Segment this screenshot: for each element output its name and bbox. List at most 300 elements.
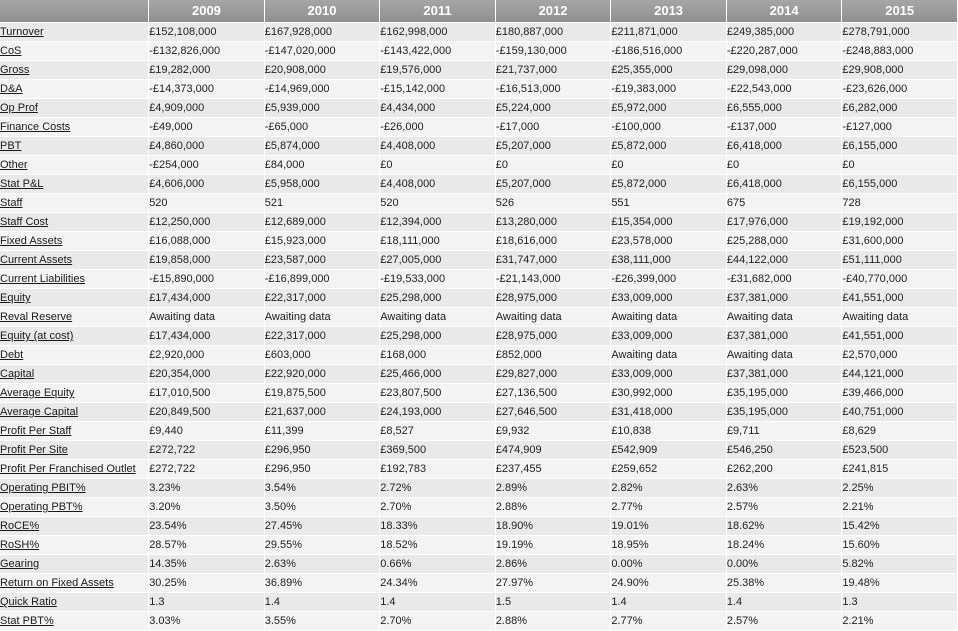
table-cell: 24.34%	[380, 574, 496, 593]
row-label[interactable]	[0, 270, 149, 289]
table-cell: 526	[495, 194, 611, 213]
row-label-link[interactable]: Return on Fixed Assets	[0, 577, 114, 589]
table-cell: £28,975,000	[495, 289, 611, 308]
row-label[interactable]	[0, 308, 149, 327]
table-row	[0, 80, 958, 99]
table-row	[0, 555, 958, 574]
table-cell: Awaiting data	[726, 346, 842, 365]
table-cell: £4,606,000	[149, 175, 265, 194]
row-label-link[interactable]: Operating PBT%	[0, 501, 83, 513]
row-label[interactable]	[0, 175, 149, 194]
row-label-link[interactable]: Staff Cost	[0, 216, 49, 228]
table-cell: £296,950	[264, 460, 380, 479]
table-cell: -£65,000	[264, 118, 380, 137]
table-cell: 2.57%	[726, 498, 842, 517]
table-cell: 23.54%	[149, 517, 265, 536]
row-label-link[interactable]: Debt	[0, 349, 24, 361]
table-row	[0, 517, 958, 536]
table-cell: £20,354,000	[149, 365, 265, 384]
table-cell: -£26,000	[380, 118, 496, 137]
table-cell: £237,455	[495, 460, 611, 479]
table-row	[0, 460, 958, 479]
table-row	[0, 308, 958, 327]
table-cell: £5,874,000	[264, 137, 380, 156]
column-header-2014: 2014	[726, 0, 842, 23]
row-label[interactable]	[0, 384, 149, 403]
table-cell: -£15,890,000	[149, 270, 265, 289]
table-cell: £31,600,000	[842, 232, 958, 251]
table-cell: £6,555,000	[726, 99, 842, 118]
table-cell: £17,010,500	[149, 384, 265, 403]
table-cell: Awaiting data	[611, 308, 727, 327]
table-body	[0, 23, 958, 631]
table-cell: 2.77%	[611, 498, 727, 517]
table-cell: £31,747,000	[495, 251, 611, 270]
table-cell: £2,570,000	[842, 346, 958, 365]
table-cell: £20,849,500	[149, 403, 265, 422]
table-row	[0, 441, 958, 460]
table-cell: 1.5	[495, 593, 611, 612]
table-cell: 2.88%	[495, 498, 611, 517]
table-cell: 18.90%	[495, 517, 611, 536]
table-cell: £19,282,000	[149, 61, 265, 80]
table-cell: £22,920,000	[264, 365, 380, 384]
table-cell: Awaiting data	[726, 308, 842, 327]
table-cell: 1.4	[726, 593, 842, 612]
table-cell: 1.3	[149, 593, 265, 612]
table-cell: £35,195,000	[726, 403, 842, 422]
table-cell: £272,722	[149, 441, 265, 460]
table-row	[0, 42, 958, 61]
table-cell: 15.60%	[842, 536, 958, 555]
table-row	[0, 403, 958, 422]
table-cell: 27.45%	[264, 517, 380, 536]
table-cell: Awaiting data	[380, 308, 496, 327]
table-cell: £41,551,000	[842, 289, 958, 308]
table-row	[0, 593, 958, 612]
table-cell: £259,652	[611, 460, 727, 479]
table-row	[0, 270, 958, 289]
table-cell: £4,860,000	[149, 137, 265, 156]
row-label-link[interactable]: CoS	[0, 45, 22, 57]
table-cell: £546,250	[726, 441, 842, 460]
table-cell: 5.82%	[842, 555, 958, 574]
table-cell: 520	[149, 194, 265, 213]
row-label-link[interactable]: Stat P&L	[0, 178, 44, 190]
row-label[interactable]	[0, 422, 149, 441]
table-cell: £22,317,000	[264, 289, 380, 308]
row-label-link[interactable]: Average Capital	[0, 406, 79, 418]
table-cell: £211,871,000	[611, 23, 727, 42]
table-cell: Awaiting data	[611, 346, 727, 365]
table-row	[0, 612, 958, 631]
row-label[interactable]	[0, 517, 149, 536]
table-cell: 24.90%	[611, 574, 727, 593]
table-cell: 3.20%	[149, 498, 265, 517]
row-label-link[interactable]: Fixed Assets	[0, 235, 63, 247]
table-row	[0, 213, 958, 232]
row-label[interactable]	[0, 327, 149, 346]
table-cell: -£19,383,000	[611, 80, 727, 99]
header-row	[0, 0, 958, 23]
row-label[interactable]	[0, 213, 149, 232]
table-cell: 3.03%	[149, 612, 265, 631]
table-cell: 0.66%	[380, 555, 496, 574]
table-cell: 3.50%	[264, 498, 380, 517]
row-label-link[interactable]: Profit Per Staff	[0, 425, 72, 437]
table-cell: 2.88%	[495, 612, 611, 631]
table-cell: -£26,399,000	[611, 270, 727, 289]
row-label[interactable]	[0, 403, 149, 422]
table-cell: £17,434,000	[149, 289, 265, 308]
table-row	[0, 422, 958, 441]
table-cell: £5,872,000	[611, 175, 727, 194]
table-cell: £23,807,500	[380, 384, 496, 403]
table-cell: 2.57%	[726, 612, 842, 631]
table-cell: -£40,770,000	[842, 270, 958, 289]
table-cell: 2.82%	[611, 479, 727, 498]
table-cell: £40,751,000	[842, 403, 958, 422]
table-cell: £25,298,000	[380, 289, 496, 308]
table-cell: -£248,883,000	[842, 42, 958, 61]
row-label-link[interactable]: Quick Ratio	[0, 596, 57, 608]
table-cell: -£147,020,000	[264, 42, 380, 61]
table-cell: £296,950	[264, 441, 380, 460]
table-row	[0, 194, 958, 213]
column-header-2015: 2015	[842, 0, 958, 23]
table-cell: £33,009,000	[611, 289, 727, 308]
row-label-link[interactable]: Capital	[0, 368, 35, 380]
table-cell: 18.24%	[726, 536, 842, 555]
row-label[interactable]	[0, 346, 149, 365]
table-cell: 3.23%	[149, 479, 265, 498]
table-row	[0, 99, 958, 118]
table-cell: 15.42%	[842, 517, 958, 536]
row-label-link[interactable]: PBT	[0, 140, 22, 152]
table-row	[0, 289, 958, 308]
table-cell: -£21,143,000	[495, 270, 611, 289]
table-cell: £6,418,000	[726, 175, 842, 194]
table-cell: 25.38%	[726, 574, 842, 593]
table-cell: -£15,142,000	[380, 80, 496, 99]
table-row	[0, 232, 958, 251]
table-cell: 28.57%	[149, 536, 265, 555]
table-row	[0, 479, 958, 498]
table-cell: £51,111,000	[842, 251, 958, 270]
table-cell: 675	[726, 194, 842, 213]
table-cell: £19,875,500	[264, 384, 380, 403]
table-cell: £5,224,000	[495, 99, 611, 118]
table-cell: £20,908,000	[264, 61, 380, 80]
table-cell: 2.89%	[495, 479, 611, 498]
table-cell: £17,434,000	[149, 327, 265, 346]
row-label-link[interactable]: Current Liabilities	[0, 273, 85, 285]
table-row	[0, 251, 958, 270]
row-label[interactable]	[0, 574, 149, 593]
row-label[interactable]	[0, 118, 149, 137]
column-header-2010: 2010	[264, 0, 380, 23]
table-header	[0, 0, 958, 23]
table-cell: £18,111,000	[380, 232, 496, 251]
row-label[interactable]	[0, 156, 149, 175]
table-cell: £23,587,000	[264, 251, 380, 270]
table-row	[0, 118, 958, 137]
table-cell: £16,088,000	[149, 232, 265, 251]
table-cell: £38,111,000	[611, 251, 727, 270]
table-cell: -£16,899,000	[264, 270, 380, 289]
table-cell: £21,737,000	[495, 61, 611, 80]
table-cell: £4,408,000	[380, 137, 496, 156]
row-label-link[interactable]: Operating PBIT%	[0, 482, 86, 494]
table-cell: £27,136,500	[495, 384, 611, 403]
table-cell: -£254,000	[149, 156, 265, 175]
table-cell: £21,637,000	[264, 403, 380, 422]
table-cell: 19.48%	[842, 574, 958, 593]
table-cell: -£16,513,000	[495, 80, 611, 99]
table-cell: £33,009,000	[611, 365, 727, 384]
table-cell: £84,000	[264, 156, 380, 175]
row-label-link[interactable]: Stat PBT%	[0, 615, 54, 627]
table-cell: £272,722	[149, 460, 265, 479]
table-row	[0, 384, 958, 403]
table-cell: £19,576,000	[380, 61, 496, 80]
table-row	[0, 498, 958, 517]
table-cell: £39,466,000	[842, 384, 958, 403]
row-label-link[interactable]: Reval Reserve	[0, 311, 73, 323]
row-label-link[interactable]: Staff	[0, 197, 23, 209]
row-label[interactable]	[0, 365, 149, 384]
row-label-link[interactable]: Current Assets	[0, 254, 73, 266]
table-cell: £0	[611, 156, 727, 175]
table-cell: £37,381,000	[726, 289, 842, 308]
row-label[interactable]	[0, 460, 149, 479]
table-cell: £0	[842, 156, 958, 175]
table-cell: £27,646,500	[495, 403, 611, 422]
row-label-link[interactable]: Gearing	[0, 558, 40, 570]
table-cell: Awaiting data	[842, 308, 958, 327]
table-cell: £4,408,000	[380, 175, 496, 194]
row-label-link[interactable]: Gross	[0, 64, 30, 76]
table-cell: £24,193,000	[380, 403, 496, 422]
table-row	[0, 346, 958, 365]
table-cell: 2.21%	[842, 612, 958, 631]
table-cell: 1.4	[611, 593, 727, 612]
table-cell: £12,250,000	[149, 213, 265, 232]
table-cell: £6,155,000	[842, 175, 958, 194]
table-cell: £41,551,000	[842, 327, 958, 346]
row-label-link[interactable]: Other	[0, 159, 28, 171]
table-cell: £249,385,000	[726, 23, 842, 42]
table-cell: £19,192,000	[842, 213, 958, 232]
table-cell: 18.62%	[726, 517, 842, 536]
table-cell: £10,838	[611, 422, 727, 441]
table-cell: £8,527	[380, 422, 496, 441]
column-header-2011: 2011	[380, 0, 496, 23]
column-header-2009: 2009	[149, 0, 265, 23]
table-cell: 2.21%	[842, 498, 958, 517]
table-cell: 1.4	[264, 593, 380, 612]
table-cell: 2.25%	[842, 479, 958, 498]
table-cell: 2.63%	[726, 479, 842, 498]
table-cell: £152,108,000	[149, 23, 265, 42]
table-cell: 551	[611, 194, 727, 213]
table-cell: £6,155,000	[842, 137, 958, 156]
table-cell: £9,932	[495, 422, 611, 441]
row-label[interactable]	[0, 194, 149, 213]
table-cell: £33,009,000	[611, 327, 727, 346]
table-cell: 0.00%	[726, 555, 842, 574]
table-cell: £19,858,000	[149, 251, 265, 270]
table-cell: £12,394,000	[380, 213, 496, 232]
table-cell: £25,466,000	[380, 365, 496, 384]
row-label[interactable]	[0, 42, 149, 61]
row-label[interactable]	[0, 61, 149, 80]
table-cell: £25,298,000	[380, 327, 496, 346]
table-cell: 520	[380, 194, 496, 213]
table-cell: £162,998,000	[380, 23, 496, 42]
table-cell: £474,909	[495, 441, 611, 460]
row-label[interactable]	[0, 137, 149, 156]
table-cell: 18.95%	[611, 536, 727, 555]
table-cell: 1.4	[380, 593, 496, 612]
table-cell: 2.86%	[495, 555, 611, 574]
table-cell: 18.33%	[380, 517, 496, 536]
row-label[interactable]	[0, 251, 149, 270]
table-cell: £31,418,000	[611, 403, 727, 422]
column-header-rowlabel	[0, 0, 149, 23]
row-label-link[interactable]: Turnover	[0, 26, 44, 38]
table-cell: £241,815	[842, 460, 958, 479]
row-label[interactable]	[0, 441, 149, 460]
table-cell: -£49,000	[149, 118, 265, 137]
table-cell: 3.54%	[264, 479, 380, 498]
table-cell: Awaiting data	[149, 308, 265, 327]
table-cell: £29,827,000	[495, 365, 611, 384]
table-cell: £5,872,000	[611, 137, 727, 156]
table-cell: £5,207,000	[495, 137, 611, 156]
table-cell: -£31,682,000	[726, 270, 842, 289]
table-cell: £0	[726, 156, 842, 175]
row-label-link[interactable]: Op Prof	[0, 102, 38, 114]
table-cell: £18,616,000	[495, 232, 611, 251]
row-label[interactable]	[0, 23, 149, 42]
table-cell: £11,399	[264, 422, 380, 441]
row-label[interactable]	[0, 80, 149, 99]
table-cell: -£220,287,000	[726, 42, 842, 61]
table-cell: £6,282,000	[842, 99, 958, 118]
table-cell: £2,920,000	[149, 346, 265, 365]
row-label-link[interactable]: Profit Per Franchised Outlet	[0, 463, 136, 475]
table-cell: 2.72%	[380, 479, 496, 498]
row-label-link[interactable]: Finance Costs	[0, 121, 71, 133]
table-cell: 2.70%	[380, 498, 496, 517]
table-cell: £35,195,000	[726, 384, 842, 403]
table-cell: -£159,130,000	[495, 42, 611, 61]
table-cell: -£23,626,000	[842, 80, 958, 99]
table-cell: £25,355,000	[611, 61, 727, 80]
table-cell: £852,000	[495, 346, 611, 365]
column-header-2012: 2012	[495, 0, 611, 23]
table-cell: £523,500	[842, 441, 958, 460]
table-cell: £28,975,000	[495, 327, 611, 346]
table-cell: £168,000	[380, 346, 496, 365]
table-cell: £25,288,000	[726, 232, 842, 251]
row-label[interactable]	[0, 232, 149, 251]
table-cell: 2.70%	[380, 612, 496, 631]
table-cell: £192,783	[380, 460, 496, 479]
table-cell: 728	[842, 194, 958, 213]
table-cell: £17,976,000	[726, 213, 842, 232]
row-label-link[interactable]: Equity	[0, 292, 31, 304]
table-cell: £542,909	[611, 441, 727, 460]
table-cell: £30,992,000	[611, 384, 727, 403]
row-label[interactable]	[0, 593, 149, 612]
table-cell: -£17,000	[495, 118, 611, 137]
table-cell: -£19,533,000	[380, 270, 496, 289]
table-cell: 30.25%	[149, 574, 265, 593]
table-row	[0, 137, 958, 156]
table-cell: £23,578,000	[611, 232, 727, 251]
table-cell: 2.77%	[611, 612, 727, 631]
table-cell: -£132,826,000	[149, 42, 265, 61]
row-label-link[interactable]: D&A	[0, 83, 23, 95]
table-cell: 19.01%	[611, 517, 727, 536]
table-cell: £278,791,000	[842, 23, 958, 42]
table-cell: 0.00%	[611, 555, 727, 574]
table-cell: 521	[264, 194, 380, 213]
table-cell: £15,923,000	[264, 232, 380, 251]
table-cell: £5,207,000	[495, 175, 611, 194]
row-label[interactable]	[0, 555, 149, 574]
table-cell: 14.35%	[149, 555, 265, 574]
table-row	[0, 156, 958, 175]
table-row	[0, 61, 958, 80]
row-label-link[interactable]: RoSH%	[0, 539, 40, 551]
table-row	[0, 175, 958, 194]
table-cell: £5,972,000	[611, 99, 727, 118]
table-cell: 3.55%	[264, 612, 380, 631]
row-label[interactable]	[0, 479, 149, 498]
table-cell: 36.89%	[264, 574, 380, 593]
row-label-link[interactable]: Profit Per Site	[0, 444, 68, 456]
table-cell: £22,317,000	[264, 327, 380, 346]
table-cell: £5,958,000	[264, 175, 380, 194]
table-cell: -£22,543,000	[726, 80, 842, 99]
row-label-link[interactable]: Equity (at cost)	[0, 330, 74, 342]
table-cell: 29.55%	[264, 536, 380, 555]
table-cell: £262,200	[726, 460, 842, 479]
table-cell: £37,381,000	[726, 365, 842, 384]
table-cell: £603,000	[264, 346, 380, 365]
table-cell: £15,354,000	[611, 213, 727, 232]
table-cell: £6,418,000	[726, 137, 842, 156]
table-cell: £44,121,000	[842, 365, 958, 384]
table-cell: £5,939,000	[264, 99, 380, 118]
row-label-link[interactable]: RoCE%	[0, 520, 40, 532]
row-label[interactable]	[0, 99, 149, 118]
row-label[interactable]	[0, 612, 149, 631]
table-cell: 27.97%	[495, 574, 611, 593]
row-label-link[interactable]: Average Equity	[0, 387, 75, 399]
table-row	[0, 365, 958, 384]
row-label[interactable]	[0, 536, 149, 555]
table-row	[0, 574, 958, 593]
table-cell: £4,434,000	[380, 99, 496, 118]
table-cell: £27,005,000	[380, 251, 496, 270]
row-label[interactable]	[0, 289, 149, 308]
row-label[interactable]	[0, 498, 149, 517]
table-cell: -£137,000	[726, 118, 842, 137]
